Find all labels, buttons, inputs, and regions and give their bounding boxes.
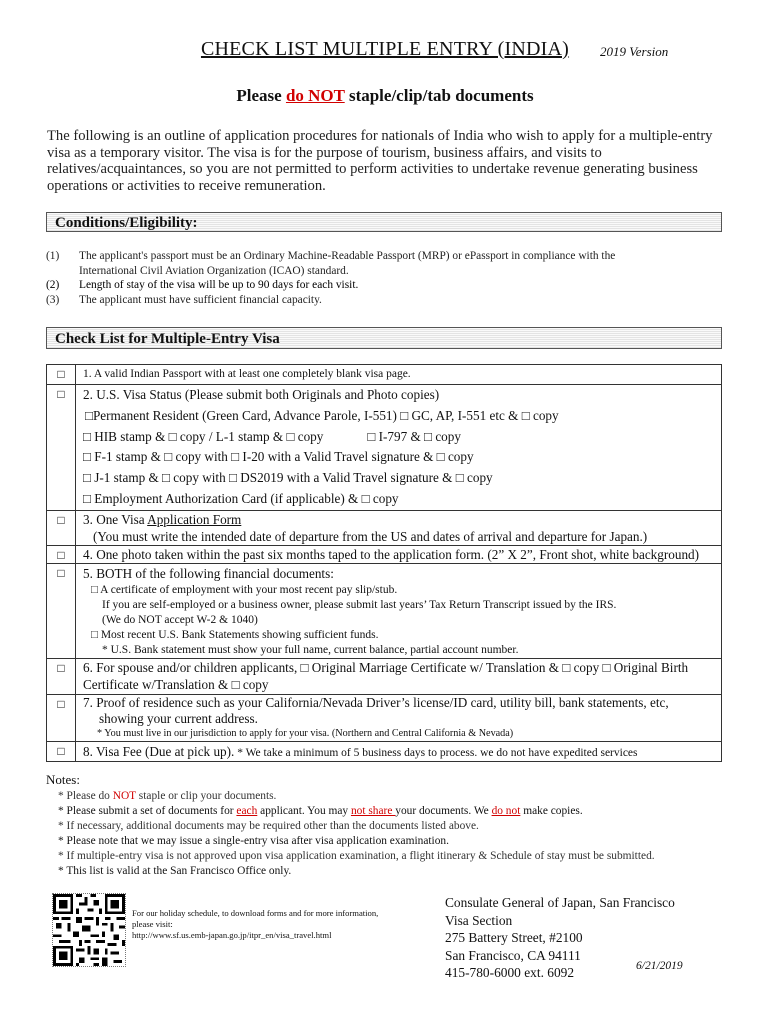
intro-paragraph: The following is an outline of application procedures for nationals of India who wish to apply for a multiple-entry visa as a temporary visitor. The visa is for the purpose of tourism, business affairs, and visits to relatives/acquaintances, so you are not permitted to perform activities to undertake revenue generating business operations or activities to receive remuneration. [47, 128, 713, 194]
checkbox[interactable]: □ [47, 365, 76, 385]
checkbox[interactable]: □ [47, 741, 76, 761]
subtitle: Please do NOT staple/clip/tab documents [236, 86, 534, 105]
checkbox[interactable]: □ [47, 694, 76, 741]
notes-list [58, 789, 655, 880]
checkbox[interactable]: □ [47, 658, 76, 694]
note-item: * If multiple-entry visa is not approved upon visa application examination, a flight itinerary & Schedule of stay must be submitted. [58, 850, 655, 863]
checkbox[interactable]: □ [47, 563, 76, 658]
checklist-row: □ 3. One Visa Application Form (You must write the intended date of departure from the US and dates of arrival and departure for Japan.) [47, 510, 722, 545]
note-item: * Please do NOT staple or clip your documents. [58, 790, 277, 802]
checklist-row: □ 1. A valid Indian Passport with at least one completely blank visa page. [47, 365, 722, 385]
qr-code-icon[interactable] [52, 893, 126, 967]
checkbox[interactable]: □ [47, 385, 76, 511]
page-title: CHECK LIST MULTIPLE ENTRY (INDIA) [200, 38, 570, 60]
application-form-link[interactable]: Application Form [147, 511, 242, 527]
notes-heading: Notes: [46, 772, 80, 787]
checkbox[interactable]: □ [47, 545, 76, 563]
note-item: * Please note that we may issue a single-entry visa after visa application examination. [58, 835, 449, 848]
checklist-table [46, 364, 722, 762]
checklist-row: □ 2. U.S. Visa Status (Please submit both Originals and Photo copies) □Permanent Resident (Green Card, Advance Parole, I-551) □ GC, AP, I-551 etc & □ copy □ HIB stamp & □ copy / L-1 stamp & □ copy □ I-797 & □ copy □ F-1 stamp & □ copy with □ I-20 with a Valid Travel signature & □ copy □ J-1 stamp & □ copy with □ DS2019 with a Valid Travel signature & □ copy □ Employment Authorization Card (if applicable) & □ copy [47, 385, 722, 511]
version-label: 2019 Version [600, 44, 669, 59]
checklist-row: □ 5. BOTH of the following financial documents: □ A certificate of employment with your most recent pay slip/stub. If you are self-employed or a business owner, please submit last years’ Tax Return Transcript issued by the IRS. (We do NOT accept W-2 & 1040) □ Most recent U.S. Bank Statements showing sufficient funds. * U.S. Bank statement must show your full name, current balance, partial account number. [47, 563, 722, 658]
condition-item: (1) The applicant's passport must be an Ordinary Machine-Readable Passport (MRP) or ePassport in compliance with the International Civil Aviation Organization (ICAO) standard. (2) Length of stay of the visa will be up to 90 days for each visit. (3) The applicant must have sufficient financial capacity. [46, 250, 616, 306]
checklist-row: □ 8. Visa Fee (Due at pick up). * We take a minimum of 5 business days to process. we do not have expedited services [47, 741, 722, 761]
checklist-heading: Check List for Multiple-Entry Visa [46, 327, 722, 349]
note-item: * This list is valid at the San Francisco Office only. [58, 865, 292, 878]
note-item: * Please submit a set of documents for each applicant. You may not share your documents. We do not make copies. [58, 805, 583, 818]
revision-date: 6/21/2019 [636, 960, 683, 972]
conditions-heading: Conditions/Eligibility: [46, 212, 722, 232]
consulate-url-link[interactable]: http://www.sf.us.emb-japan.go.jp/itpr_en/visa_travel.html [132, 930, 332, 941]
checklist-row: □ 7. Proof of residence such as your California/Nevada Driver’s license/ID card, utility bill, bank statements, etc, showing your current address. * You must live in our jurisdiction to apply for your visa. (Northern and Central California & Nevada) [47, 694, 722, 741]
note-item: * If necessary, additional documents may be required other than the documents listed above. [58, 820, 479, 833]
consulate-address: Consulate General of Japan, San Francisco Visa Section 275 Battery Street, #2100 San Francisco, CA 94111 415-780-6000 ext. 6092 [445, 895, 675, 981]
checkbox[interactable]: □ [47, 510, 76, 545]
holiday-info: For our holiday schedule, to download forms and for more information, please visit: http://www.sf.us.emb-japan.go.jp/itpr_en/visa_travel.html [132, 908, 432, 942]
checklist-row: □ 4. One photo taken within the past six months taped to the application form. (2” X 2”, Front shot, white background) [47, 545, 722, 563]
do-not-emphasis: do NOT [285, 86, 345, 105]
checklist-row: □ 6. For spouse and/or children applicants, □ Original Marriage Certificate w/ Translation & □ copy □ Original Birth Certificate w/Translation & □ copy [47, 658, 722, 694]
